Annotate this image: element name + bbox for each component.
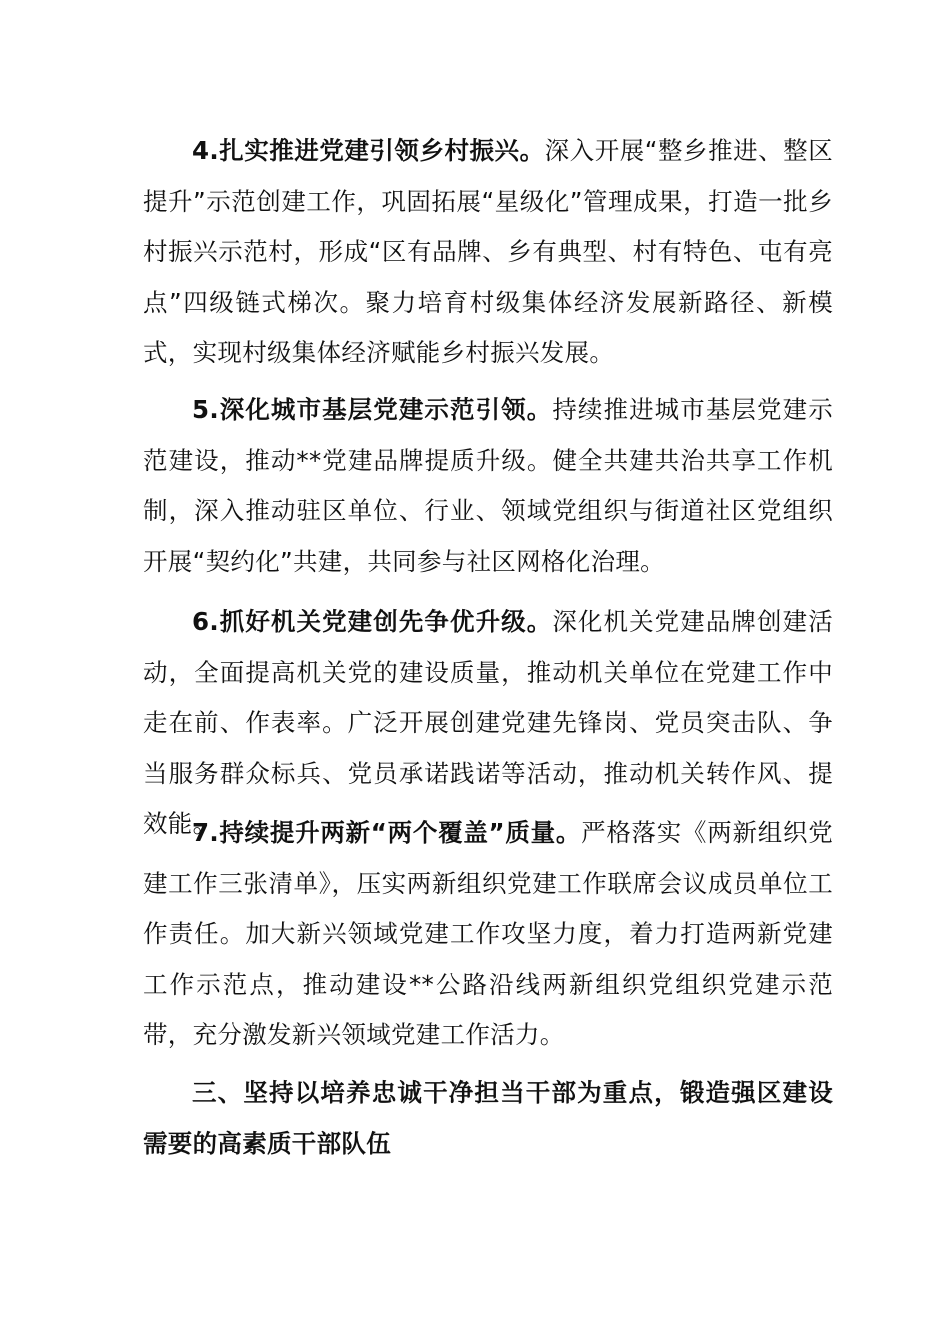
paragraph-urban-party-building [143, 385, 833, 587]
paragraph-rural-revitalization [143, 126, 833, 379]
paragraph-body: 严格落实《两新组织党建工作三张清单》，压实两新组织党建工作联席会议成员单位工作责任。加大新兴领域党建工作攻坚力度，着力打造两新党建工作示范点，推动建设**公路沿线两新组织党组织党建示范带，充分激发新兴领域党建工作活力。 [143, 818, 833, 1049]
paragraph-two-new-coverage [143, 808, 833, 1061]
paragraph-body: 深化机关党建品牌创建活动，全面提高机关党的建设质量，推动机关单位在党建工作中走在前、作表率。广泛开展创建党建先锋岗、党员突击队、争当服务群众标兵、党员承诺践诺等活动，推动机关转作风、提效能。 [143, 607, 833, 838]
paragraph-lead: 4.扎实推进党建引领乡村振兴。 [192, 136, 545, 165]
paragraph-lead: 7.持续提升两新“两个覆盖”质量。 [192, 818, 582, 847]
section-heading: 三、坚持以培养忠诚干净担当干部为重点，锻造强区建设需要的高素质干部队伍 [143, 1078, 833, 1158]
paragraph-body: 持续推进城市基层党建示范建设，推动**党建品牌提质升级。健全共建共治共享工作机制，深入推动驻区单位、行业、领域党组织与街道社区党组织开展“契约化”共建，共同参与社区网格化治理。 [143, 395, 833, 576]
paragraph-lead: 5.深化城市基层党建示范引领。 [192, 395, 553, 424]
paragraph-body: 深入开展“整乡推进、整区提升”示范创建工作，巩固拓展“星级化”管理成果，打造一批乡村振兴示范村，形成“区有品牌、乡有典型、村有特色、屯有亮点”四级链式梯次。聚力培育村级集体经济发展新路径、新模式，实现村级集体经济赋能乡村振兴发展。 [143, 136, 834, 367]
paragraph-lead: 6.抓好机关党建创先争优升级。 [192, 607, 553, 636]
